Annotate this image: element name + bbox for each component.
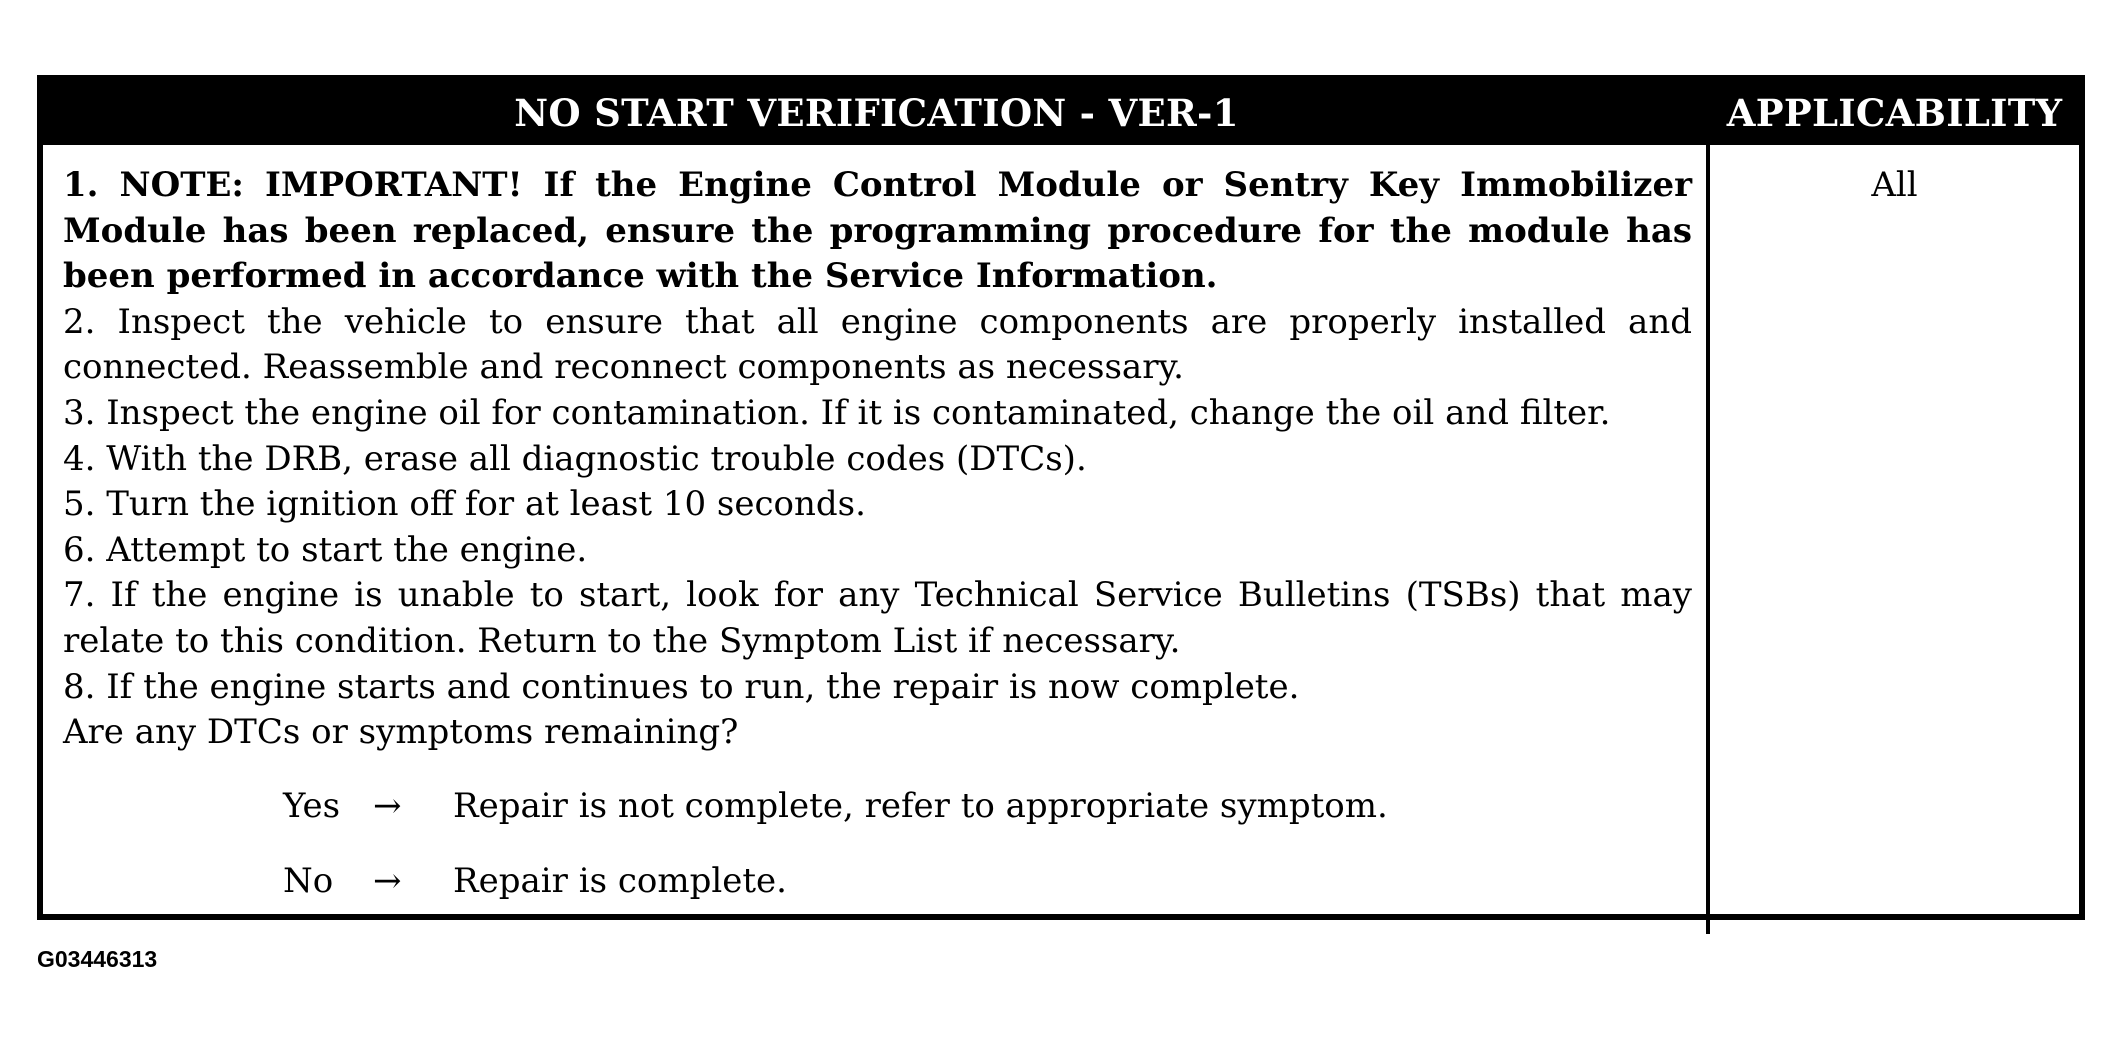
step-4: 4. With the DRB, erase all diagnostic trouble codes (DTCs).: [63, 438, 1087, 479]
answer-no-text: Repair is complete.: [453, 860, 787, 901]
answers: [63, 784, 1692, 934]
step-7: 7. If the engine is unable to start, look for any Technical Service Bulletins (TSBs) that may relate to this condition. Return to the Symptom List if necessary.: [63, 575, 1692, 661]
answer-no: [63, 859, 1692, 934]
step-1-note: 1. NOTE: IMPORTANT! If the Engine Control Module or Sentry Key Immobilizer Module has been replaced, ensure the programming procedure for the module has been performed in accordance with the Service Information.: [63, 165, 1692, 297]
answer-yes-label: Yes: [283, 785, 341, 826]
figure-id: G03446313: [37, 946, 158, 972]
verification-table: [37, 75, 2085, 920]
step-3: 3. Inspect the engine oil for contamination. If it is contaminated, change the oil and filter.: [63, 392, 1611, 433]
answer-yes-text: Repair is not complete, refer to appropriate symptom.: [453, 785, 1388, 826]
answer-yes: [63, 784, 1692, 859]
step-6: 6. Attempt to start the engine.: [63, 529, 588, 570]
right-arrow-icon: →: [373, 785, 402, 826]
table-title: NO START VERIFICATION - VER-1: [514, 91, 1239, 135]
answer-no-label: No: [283, 860, 334, 901]
table-header-row: [43, 81, 2079, 145]
right-arrow-icon: →: [373, 860, 402, 901]
step-5: 5. Turn the ignition off for at least 10 seconds.: [63, 484, 866, 525]
step-8: 8. If the engine starts and continues to run, the repair is now complete.: [63, 666, 1300, 707]
table-body-row: [43, 145, 2079, 934]
applicability-cell: All: [1871, 165, 1918, 205]
applicability-header: APPLICABILITY: [1726, 91, 2063, 135]
question: Are any DTCs or symptoms remaining?: [63, 712, 739, 753]
step-2: 2. Inspect the vehicle to ensure that all engine components are properly installed and connected. Reassemble and reconnect components as necessary.: [63, 301, 1692, 388]
procedure-cell: [43, 145, 1710, 934]
